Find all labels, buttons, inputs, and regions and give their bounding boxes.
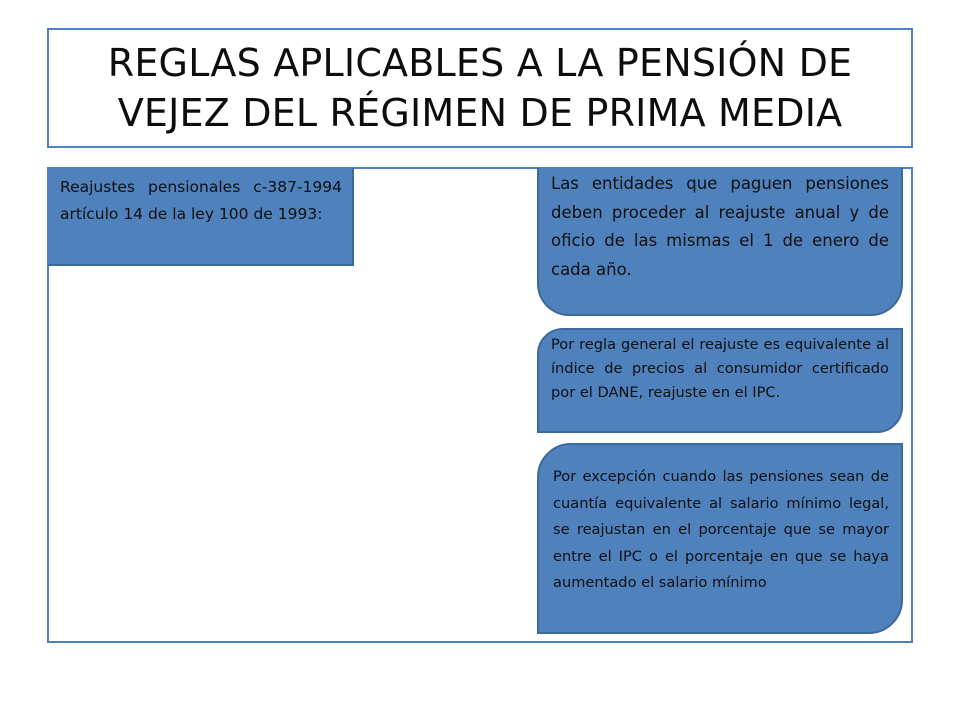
note-annual-reajuste-text: Las entidades que paguen pensiones deben proceder al reajuste anual y de oficio de las mismas el 1 de enero de cada año.	[551, 174, 889, 279]
note-exception-text: Por excepción cuando las pensiones sean de cuantía equivalente al salario mínimo legal, se reajustan en el porcentaje que se mayor entre el IPC o el porcentaje en que se haya aumentado el salario mínimo	[553, 468, 889, 591]
reajustes-heading-text: Reajustes pensionales c-387-1994 artículo 14 de la ley 100 de 1993:	[60, 178, 342, 223]
note-exception	[537, 443, 903, 634]
note-annual-reajuste	[537, 168, 903, 316]
reajustes-heading-box	[48, 168, 354, 266]
slide-title: REGLAS APLICABLES A LA PENSIÓN DE VEJEZ DEL RÉGIMEN DE PRIMA MEDIA	[107, 41, 853, 135]
note-general-rule-text: Por regla general el reajuste es equivalente al índice de precios al consumidor certificado por el DANE, reajuste en el IPC.	[551, 336, 889, 401]
note-general-rule	[537, 328, 903, 433]
slide-title-box	[47, 28, 913, 148]
